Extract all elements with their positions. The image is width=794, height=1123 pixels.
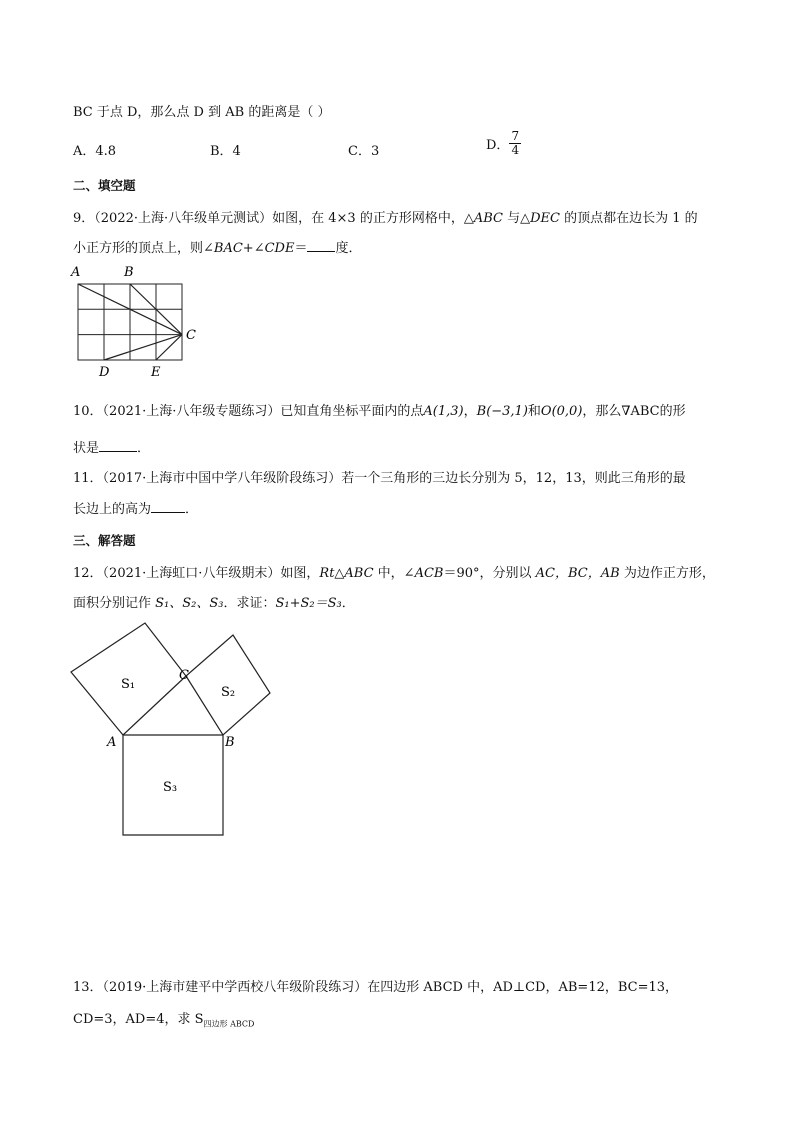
q8-option-d xyxy=(486,130,521,157)
q8-option-d-label: D． xyxy=(486,138,510,153)
q10-line2 xyxy=(73,437,150,456)
q8-option-b: B．4 xyxy=(210,144,241,159)
q10-point-a: A(1,3) xyxy=(423,404,464,419)
q9-plus: +∠ xyxy=(242,241,265,256)
q12-line1 xyxy=(73,562,715,581)
q13-line1: 13．（2019·上海市建平中学西校八年级阶段练习）在四边形 ABCD 中，AD⊥CD，AB=12，BC=13， xyxy=(73,980,679,995)
q12-areas: S₁、S₂、S₃ xyxy=(155,596,224,611)
q9-grid-figure xyxy=(66,262,216,382)
section-heading-fill-in: 二、填空题 xyxy=(73,178,136,193)
q12-label-b: B xyxy=(225,735,235,750)
q9-label-a: A xyxy=(71,265,81,280)
q9-line2a: 小正方形的顶点上，则∠ xyxy=(73,241,214,256)
q11-line2-text: 长边上的高为 xyxy=(73,502,152,517)
q12-line1d: 为边作正方形， xyxy=(619,566,715,581)
q12-sides: AC，BC，AB xyxy=(535,566,620,581)
q10-prefix: 10．（2021·上海·八年级专题练习）已知直角坐标平面内的点 xyxy=(73,404,424,419)
q10-end: ． xyxy=(137,441,151,456)
q12-line2c: ． xyxy=(341,596,355,611)
q9-label-e: E xyxy=(151,365,161,380)
q10-and: 和 xyxy=(527,404,541,419)
q10-sep: ， xyxy=(463,404,477,419)
q9-end: 度． xyxy=(335,241,362,256)
q8-option-c: C．3 xyxy=(348,144,380,159)
section-heading-solutions: 三、解答题 xyxy=(73,533,136,548)
q9-triangle-abc: △ABC xyxy=(463,211,503,226)
q13-line2a: CD=3，AD=4，求 S xyxy=(73,1012,204,1027)
q11-line1: 11．（2017·上海市中国中学八年级阶段练习）若一个三角形的三边长分别为 5，12，13，则此三角形的最 xyxy=(73,471,686,486)
q12-label-c: C xyxy=(179,668,189,683)
q12-label-s1: S₁ xyxy=(121,677,136,692)
q8-option-d-fraction xyxy=(509,130,521,157)
q12-label-s3: S₃ xyxy=(163,780,178,795)
q11-line2 xyxy=(73,498,198,517)
q8-option-a: A．4.8 xyxy=(73,144,117,159)
q12-line1b: 中，∠ xyxy=(373,566,415,581)
q12-line2a: 面积分别记作 xyxy=(73,596,156,611)
q10-point-b: B(−3,1) xyxy=(476,404,528,419)
q9-angle-bac: BAC xyxy=(213,241,243,256)
q11-end: ． xyxy=(185,502,199,517)
q9-answer-blank[interactable] xyxy=(307,239,335,252)
q10-tail: ，那么∇ABC的形 xyxy=(582,404,686,419)
q12-squares-figure xyxy=(60,615,290,845)
q10-point-o: O(0,0) xyxy=(540,404,583,419)
fraction-numerator: 7 xyxy=(511,129,520,143)
q10-answer-blank[interactable] xyxy=(99,439,137,452)
q9-prefix: 9．（2022·上海·八年级单元测试）如图，在 4×3 的正方形网格中， xyxy=(73,211,464,226)
q9-label-d: D xyxy=(99,365,110,380)
q12-line1a: 12．（2021·上海虹口·八年级期末）如图， xyxy=(73,566,320,581)
q8-text: BC 于点 D，那么点 D 到 AB 的距离是（ ） xyxy=(73,105,331,120)
q13-subscript: 四边形 ABCD xyxy=(203,1019,255,1029)
q12-label-s2: S₂ xyxy=(221,685,236,700)
q11-answer-blank[interactable] xyxy=(151,500,185,513)
q9-eq: ＝ xyxy=(294,241,308,256)
q9-line1 xyxy=(73,207,698,226)
q12-proof-statement: S₁+S₂＝S₃ xyxy=(275,596,342,611)
fraction-denominator: 4 xyxy=(511,143,520,157)
q9-line2 xyxy=(73,237,361,256)
q10-line1 xyxy=(73,400,686,419)
q9-triangle-dec: △DEC xyxy=(520,211,560,226)
q9-label-c: C xyxy=(186,328,196,343)
q12-line2b: ．求证： xyxy=(223,596,276,611)
q9-mid: 与 xyxy=(502,211,521,226)
q12-label-a: A xyxy=(107,735,117,750)
q9-angle-cde: CDE xyxy=(264,241,295,256)
q9-rest: 的顶点都在边长为 1 的 xyxy=(559,211,698,226)
q10-line2-text: 状是 xyxy=(73,441,100,456)
q12-line2 xyxy=(73,592,355,611)
q13-line2 xyxy=(73,1008,254,1030)
q12-angle-acb: ACB xyxy=(414,566,444,581)
q12-line1c: ＝90°，分别以 xyxy=(443,566,536,581)
q12-rt-triangle: Rt△ABC xyxy=(319,566,374,581)
q9-label-b: B xyxy=(124,265,134,280)
